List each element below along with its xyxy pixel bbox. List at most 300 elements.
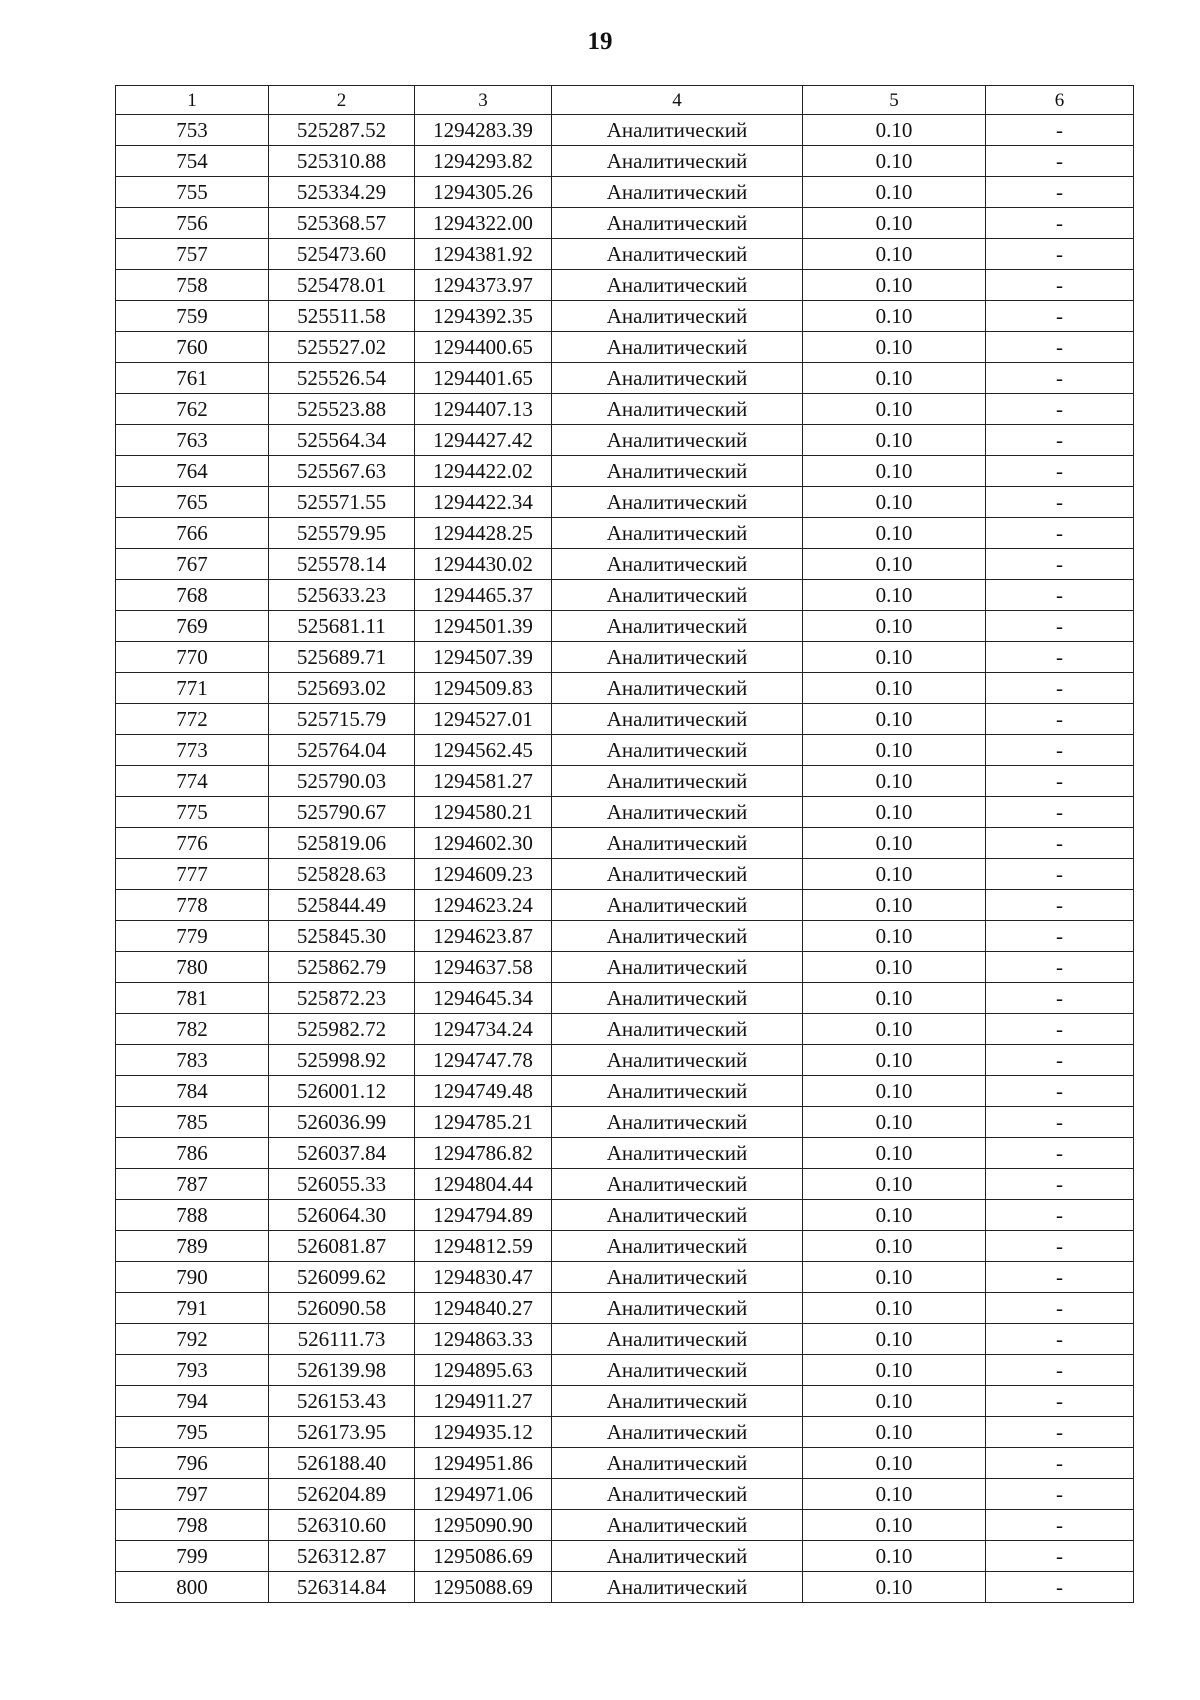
method-cell: Аналитический bbox=[552, 1572, 803, 1603]
table-row bbox=[116, 1014, 1134, 1045]
y-coordinate-cell: 1294293.82 bbox=[415, 146, 552, 177]
y-coordinate-cell: 1294786.82 bbox=[415, 1138, 552, 1169]
method-cell: Аналитический bbox=[552, 673, 803, 704]
table-row bbox=[116, 642, 1134, 673]
accuracy-cell: 0.10 bbox=[803, 1541, 986, 1572]
table-row bbox=[116, 580, 1134, 611]
x-coordinate-cell: 526111.73 bbox=[269, 1324, 415, 1355]
x-coordinate-cell: 526312.87 bbox=[269, 1541, 415, 1572]
method-cell: Аналитический bbox=[552, 1138, 803, 1169]
table-row bbox=[116, 828, 1134, 859]
point-number-cell: 756 bbox=[116, 208, 269, 239]
point-number-cell: 766 bbox=[116, 518, 269, 549]
method-cell: Аналитический bbox=[552, 115, 803, 146]
note-cell: - bbox=[986, 301, 1134, 332]
method-cell: Аналитический bbox=[552, 642, 803, 673]
point-number-cell: 757 bbox=[116, 239, 269, 270]
note-cell: - bbox=[986, 363, 1134, 394]
point-number-cell: 771 bbox=[116, 673, 269, 704]
x-coordinate-cell: 525567.63 bbox=[269, 456, 415, 487]
x-coordinate-cell: 525689.71 bbox=[269, 642, 415, 673]
x-coordinate-cell: 526188.40 bbox=[269, 1448, 415, 1479]
point-number-cell: 755 bbox=[116, 177, 269, 208]
note-cell: - bbox=[986, 1572, 1134, 1603]
accuracy-cell: 0.10 bbox=[803, 1014, 986, 1045]
accuracy-cell: 0.10 bbox=[803, 1572, 986, 1603]
accuracy-cell: 0.10 bbox=[803, 1479, 986, 1510]
point-number-cell: 799 bbox=[116, 1541, 269, 1572]
method-cell: Аналитический bbox=[552, 1479, 803, 1510]
table-row bbox=[116, 1045, 1134, 1076]
table-row bbox=[116, 518, 1134, 549]
note-cell: - bbox=[986, 921, 1134, 952]
accuracy-cell: 0.10 bbox=[803, 1355, 986, 1386]
point-number-cell: 779 bbox=[116, 921, 269, 952]
x-coordinate-cell: 525982.72 bbox=[269, 1014, 415, 1045]
accuracy-cell: 0.10 bbox=[803, 642, 986, 673]
table-row bbox=[116, 704, 1134, 735]
table-row bbox=[116, 487, 1134, 518]
note-cell: - bbox=[986, 797, 1134, 828]
accuracy-cell: 0.10 bbox=[803, 549, 986, 580]
x-coordinate-cell: 526204.89 bbox=[269, 1479, 415, 1510]
point-number-cell: 786 bbox=[116, 1138, 269, 1169]
method-cell: Аналитический bbox=[552, 921, 803, 952]
accuracy-cell: 0.10 bbox=[803, 518, 986, 549]
method-cell: Аналитический bbox=[552, 208, 803, 239]
note-cell: - bbox=[986, 146, 1134, 177]
accuracy-cell: 0.10 bbox=[803, 394, 986, 425]
point-number-cell: 781 bbox=[116, 983, 269, 1014]
x-coordinate-cell: 525845.30 bbox=[269, 921, 415, 952]
table-row bbox=[116, 239, 1134, 270]
y-coordinate-cell: 1294507.39 bbox=[415, 642, 552, 673]
note-cell: - bbox=[986, 456, 1134, 487]
x-coordinate-cell: 526081.87 bbox=[269, 1231, 415, 1262]
y-coordinate-cell: 1294971.06 bbox=[415, 1479, 552, 1510]
point-number-cell: 769 bbox=[116, 611, 269, 642]
method-cell: Аналитический bbox=[552, 1448, 803, 1479]
x-coordinate-cell: 525862.79 bbox=[269, 952, 415, 983]
method-cell: Аналитический bbox=[552, 270, 803, 301]
point-number-cell: 760 bbox=[116, 332, 269, 363]
x-coordinate-cell: 526090.58 bbox=[269, 1293, 415, 1324]
x-coordinate-cell: 525633.23 bbox=[269, 580, 415, 611]
column-header-6: 6 bbox=[986, 86, 1134, 115]
y-coordinate-cell: 1294305.26 bbox=[415, 177, 552, 208]
x-coordinate-cell: 525681.11 bbox=[269, 611, 415, 642]
x-coordinate-cell: 526153.43 bbox=[269, 1386, 415, 1417]
table-row bbox=[116, 177, 1134, 208]
point-number-cell: 789 bbox=[116, 1231, 269, 1262]
point-number-cell: 764 bbox=[116, 456, 269, 487]
method-cell: Аналитический bbox=[552, 611, 803, 642]
y-coordinate-cell: 1294734.24 bbox=[415, 1014, 552, 1045]
point-number-cell: 797 bbox=[116, 1479, 269, 1510]
x-coordinate-cell: 526099.62 bbox=[269, 1262, 415, 1293]
point-number-cell: 774 bbox=[116, 766, 269, 797]
table-row bbox=[116, 797, 1134, 828]
note-cell: - bbox=[986, 580, 1134, 611]
method-cell: Аналитический bbox=[552, 580, 803, 611]
note-cell: - bbox=[986, 487, 1134, 518]
method-cell: Аналитический bbox=[552, 1014, 803, 1045]
table-row bbox=[116, 425, 1134, 456]
accuracy-cell: 0.10 bbox=[803, 177, 986, 208]
point-number-cell: 772 bbox=[116, 704, 269, 735]
accuracy-cell: 0.10 bbox=[803, 1045, 986, 1076]
note-cell: - bbox=[986, 549, 1134, 580]
note-cell: - bbox=[986, 1231, 1134, 1262]
accuracy-cell: 0.10 bbox=[803, 332, 986, 363]
table-row bbox=[116, 1417, 1134, 1448]
y-coordinate-cell: 1294645.34 bbox=[415, 983, 552, 1014]
method-cell: Аналитический bbox=[552, 1045, 803, 1076]
table-row bbox=[116, 1541, 1134, 1572]
point-number-cell: 759 bbox=[116, 301, 269, 332]
x-coordinate-cell: 526055.33 bbox=[269, 1169, 415, 1200]
accuracy-cell: 0.10 bbox=[803, 1386, 986, 1417]
table-row bbox=[116, 394, 1134, 425]
note-cell: - bbox=[986, 766, 1134, 797]
table-row bbox=[116, 890, 1134, 921]
method-cell: Аналитический bbox=[552, 704, 803, 735]
accuracy-cell: 0.10 bbox=[803, 487, 986, 518]
x-coordinate-cell: 525790.03 bbox=[269, 766, 415, 797]
note-cell: - bbox=[986, 1200, 1134, 1231]
table-row bbox=[116, 1107, 1134, 1138]
x-coordinate-cell: 526037.84 bbox=[269, 1138, 415, 1169]
point-number-cell: 753 bbox=[116, 115, 269, 146]
point-number-cell: 762 bbox=[116, 394, 269, 425]
method-cell: Аналитический bbox=[552, 1200, 803, 1231]
table-row bbox=[116, 1231, 1134, 1262]
y-coordinate-cell: 1294322.00 bbox=[415, 208, 552, 239]
y-coordinate-cell: 1294749.48 bbox=[415, 1076, 552, 1107]
accuracy-cell: 0.10 bbox=[803, 270, 986, 301]
method-cell: Аналитический bbox=[552, 797, 803, 828]
x-coordinate-cell: 526139.98 bbox=[269, 1355, 415, 1386]
method-cell: Аналитический bbox=[552, 1510, 803, 1541]
column-header-4: 4 bbox=[552, 86, 803, 115]
note-cell: - bbox=[986, 828, 1134, 859]
accuracy-cell: 0.10 bbox=[803, 1448, 986, 1479]
y-coordinate-cell: 1294747.78 bbox=[415, 1045, 552, 1076]
y-coordinate-cell: 1294427.42 bbox=[415, 425, 552, 456]
table-row bbox=[116, 1169, 1134, 1200]
note-cell: - bbox=[986, 983, 1134, 1014]
y-coordinate-cell: 1294804.44 bbox=[415, 1169, 552, 1200]
accuracy-cell: 0.10 bbox=[803, 1417, 986, 1448]
accuracy-cell: 0.10 bbox=[803, 1262, 986, 1293]
note-cell: - bbox=[986, 952, 1134, 983]
note-cell: - bbox=[986, 425, 1134, 456]
x-coordinate-cell: 525844.49 bbox=[269, 890, 415, 921]
y-coordinate-cell: 1294509.83 bbox=[415, 673, 552, 704]
note-cell: - bbox=[986, 208, 1134, 239]
accuracy-cell: 0.10 bbox=[803, 1107, 986, 1138]
accuracy-cell: 0.10 bbox=[803, 921, 986, 952]
method-cell: Аналитический bbox=[552, 1324, 803, 1355]
x-coordinate-cell: 525571.55 bbox=[269, 487, 415, 518]
y-coordinate-cell: 1295088.69 bbox=[415, 1572, 552, 1603]
y-coordinate-cell: 1294785.21 bbox=[415, 1107, 552, 1138]
accuracy-cell: 0.10 bbox=[803, 704, 986, 735]
table-row bbox=[116, 1386, 1134, 1417]
table-row bbox=[116, 270, 1134, 301]
point-number-cell: 785 bbox=[116, 1107, 269, 1138]
method-cell: Аналитический bbox=[552, 983, 803, 1014]
table-row bbox=[116, 1293, 1134, 1324]
x-coordinate-cell: 525819.06 bbox=[269, 828, 415, 859]
point-number-cell: 794 bbox=[116, 1386, 269, 1417]
method-cell: Аналитический bbox=[552, 1107, 803, 1138]
y-coordinate-cell: 1294430.02 bbox=[415, 549, 552, 580]
y-coordinate-cell: 1294381.92 bbox=[415, 239, 552, 270]
point-number-cell: 787 bbox=[116, 1169, 269, 1200]
y-coordinate-cell: 1294527.01 bbox=[415, 704, 552, 735]
x-coordinate-cell: 526173.95 bbox=[269, 1417, 415, 1448]
point-number-cell: 773 bbox=[116, 735, 269, 766]
y-coordinate-cell: 1294501.39 bbox=[415, 611, 552, 642]
y-coordinate-cell: 1294392.35 bbox=[415, 301, 552, 332]
point-number-cell: 765 bbox=[116, 487, 269, 518]
y-coordinate-cell: 1294895.63 bbox=[415, 1355, 552, 1386]
accuracy-cell: 0.10 bbox=[803, 425, 986, 456]
y-coordinate-cell: 1294407.13 bbox=[415, 394, 552, 425]
y-coordinate-cell: 1294373.97 bbox=[415, 270, 552, 301]
note-cell: - bbox=[986, 1076, 1134, 1107]
point-number-cell: 798 bbox=[116, 1510, 269, 1541]
x-coordinate-cell: 525368.57 bbox=[269, 208, 415, 239]
point-number-cell: 777 bbox=[116, 859, 269, 890]
x-coordinate-cell: 525523.88 bbox=[269, 394, 415, 425]
accuracy-cell: 0.10 bbox=[803, 301, 986, 332]
x-coordinate-cell: 525715.79 bbox=[269, 704, 415, 735]
table-row bbox=[116, 146, 1134, 177]
method-cell: Аналитический bbox=[552, 1417, 803, 1448]
accuracy-cell: 0.10 bbox=[803, 1169, 986, 1200]
accuracy-cell: 0.10 bbox=[803, 983, 986, 1014]
method-cell: Аналитический bbox=[552, 301, 803, 332]
table-row bbox=[116, 921, 1134, 952]
page-number: 19 bbox=[587, 28, 613, 55]
note-cell: - bbox=[986, 177, 1134, 208]
note-cell: - bbox=[986, 642, 1134, 673]
table-row bbox=[116, 1262, 1134, 1293]
note-cell: - bbox=[986, 1541, 1134, 1572]
column-header-3: 3 bbox=[415, 86, 552, 115]
table-row bbox=[116, 735, 1134, 766]
coordinates-table bbox=[115, 85, 1134, 1603]
accuracy-cell: 0.10 bbox=[803, 456, 986, 487]
point-number-cell: 791 bbox=[116, 1293, 269, 1324]
y-coordinate-cell: 1294812.59 bbox=[415, 1231, 552, 1262]
x-coordinate-cell: 525579.95 bbox=[269, 518, 415, 549]
y-coordinate-cell: 1294428.25 bbox=[415, 518, 552, 549]
accuracy-cell: 0.10 bbox=[803, 890, 986, 921]
accuracy-cell: 0.10 bbox=[803, 1510, 986, 1541]
accuracy-cell: 0.10 bbox=[803, 115, 986, 146]
method-cell: Аналитический bbox=[552, 859, 803, 890]
table-row bbox=[116, 208, 1134, 239]
y-coordinate-cell: 1294422.34 bbox=[415, 487, 552, 518]
method-cell: Аналитический bbox=[552, 1355, 803, 1386]
note-cell: - bbox=[986, 1262, 1134, 1293]
point-number-cell: 793 bbox=[116, 1355, 269, 1386]
note-cell: - bbox=[986, 1169, 1134, 1200]
note-cell: - bbox=[986, 115, 1134, 146]
point-number-cell: 796 bbox=[116, 1448, 269, 1479]
note-cell: - bbox=[986, 704, 1134, 735]
y-coordinate-cell: 1294283.39 bbox=[415, 115, 552, 146]
x-coordinate-cell: 526001.12 bbox=[269, 1076, 415, 1107]
point-number-cell: 800 bbox=[116, 1572, 269, 1603]
table-row bbox=[116, 1076, 1134, 1107]
y-coordinate-cell: 1294951.86 bbox=[415, 1448, 552, 1479]
x-coordinate-cell: 525473.60 bbox=[269, 239, 415, 270]
table-row bbox=[116, 1479, 1134, 1510]
header-row bbox=[116, 86, 1134, 115]
x-coordinate-cell: 525334.29 bbox=[269, 177, 415, 208]
accuracy-cell: 0.10 bbox=[803, 1138, 986, 1169]
accuracy-cell: 0.10 bbox=[803, 1076, 986, 1107]
x-coordinate-cell: 525828.63 bbox=[269, 859, 415, 890]
point-number-cell: 767 bbox=[116, 549, 269, 580]
y-coordinate-cell: 1294637.58 bbox=[415, 952, 552, 983]
table-row bbox=[116, 952, 1134, 983]
point-number-cell: 768 bbox=[116, 580, 269, 611]
x-coordinate-cell: 526064.30 bbox=[269, 1200, 415, 1231]
point-number-cell: 783 bbox=[116, 1045, 269, 1076]
y-coordinate-cell: 1294623.24 bbox=[415, 890, 552, 921]
note-cell: - bbox=[986, 1355, 1134, 1386]
note-cell: - bbox=[986, 270, 1134, 301]
y-coordinate-cell: 1294623.87 bbox=[415, 921, 552, 952]
y-coordinate-cell: 1294581.27 bbox=[415, 766, 552, 797]
method-cell: Аналитический bbox=[552, 1541, 803, 1572]
x-coordinate-cell: 525764.04 bbox=[269, 735, 415, 766]
accuracy-cell: 0.10 bbox=[803, 208, 986, 239]
y-coordinate-cell: 1294863.33 bbox=[415, 1324, 552, 1355]
x-coordinate-cell: 526314.84 bbox=[269, 1572, 415, 1603]
x-coordinate-cell: 525478.01 bbox=[269, 270, 415, 301]
method-cell: Аналитический bbox=[552, 1386, 803, 1417]
point-number-cell: 775 bbox=[116, 797, 269, 828]
table-row bbox=[116, 1200, 1134, 1231]
method-cell: Аналитический bbox=[552, 363, 803, 394]
note-cell: - bbox=[986, 1014, 1134, 1045]
method-cell: Аналитический bbox=[552, 1262, 803, 1293]
point-number-cell: 776 bbox=[116, 828, 269, 859]
point-number-cell: 790 bbox=[116, 1262, 269, 1293]
accuracy-cell: 0.10 bbox=[803, 735, 986, 766]
table-body bbox=[116, 115, 1134, 1603]
method-cell: Аналитический bbox=[552, 549, 803, 580]
method-cell: Аналитический bbox=[552, 1169, 803, 1200]
note-cell: - bbox=[986, 332, 1134, 363]
method-cell: Аналитический bbox=[552, 828, 803, 859]
point-number-cell: 770 bbox=[116, 642, 269, 673]
method-cell: Аналитический bbox=[552, 1076, 803, 1107]
y-coordinate-cell: 1294422.02 bbox=[415, 456, 552, 487]
y-coordinate-cell: 1294400.65 bbox=[415, 332, 552, 363]
accuracy-cell: 0.10 bbox=[803, 859, 986, 890]
point-number-cell: 754 bbox=[116, 146, 269, 177]
note-cell: - bbox=[986, 1386, 1134, 1417]
y-coordinate-cell: 1294401.65 bbox=[415, 363, 552, 394]
accuracy-cell: 0.10 bbox=[803, 1231, 986, 1262]
x-coordinate-cell: 525790.67 bbox=[269, 797, 415, 828]
method-cell: Аналитический bbox=[552, 394, 803, 425]
table-row bbox=[116, 301, 1134, 332]
note-cell: - bbox=[986, 394, 1134, 425]
point-number-cell: 788 bbox=[116, 1200, 269, 1231]
accuracy-cell: 0.10 bbox=[803, 611, 986, 642]
note-cell: - bbox=[986, 1138, 1134, 1169]
table-row bbox=[116, 1138, 1134, 1169]
x-coordinate-cell: 525310.88 bbox=[269, 146, 415, 177]
table-row bbox=[116, 1510, 1134, 1541]
y-coordinate-cell: 1295086.69 bbox=[415, 1541, 552, 1572]
note-cell: - bbox=[986, 1045, 1134, 1076]
table-row bbox=[116, 1448, 1134, 1479]
point-number-cell: 782 bbox=[116, 1014, 269, 1045]
y-coordinate-cell: 1294794.89 bbox=[415, 1200, 552, 1231]
accuracy-cell: 0.10 bbox=[803, 766, 986, 797]
table-row bbox=[116, 1355, 1134, 1386]
accuracy-cell: 0.10 bbox=[803, 363, 986, 394]
x-coordinate-cell: 525693.02 bbox=[269, 673, 415, 704]
note-cell: - bbox=[986, 1479, 1134, 1510]
method-cell: Аналитический bbox=[552, 952, 803, 983]
method-cell: Аналитический bbox=[552, 456, 803, 487]
method-cell: Аналитический bbox=[552, 1293, 803, 1324]
method-cell: Аналитический bbox=[552, 332, 803, 363]
x-coordinate-cell: 526036.99 bbox=[269, 1107, 415, 1138]
method-cell: Аналитический bbox=[552, 518, 803, 549]
note-cell: - bbox=[986, 518, 1134, 549]
x-coordinate-cell: 526310.60 bbox=[269, 1510, 415, 1541]
accuracy-cell: 0.10 bbox=[803, 1200, 986, 1231]
point-number-cell: 763 bbox=[116, 425, 269, 456]
note-cell: - bbox=[986, 673, 1134, 704]
x-coordinate-cell: 525287.52 bbox=[269, 115, 415, 146]
x-coordinate-cell: 525511.58 bbox=[269, 301, 415, 332]
table-header bbox=[116, 86, 1134, 115]
point-number-cell: 758 bbox=[116, 270, 269, 301]
method-cell: Аналитический bbox=[552, 890, 803, 921]
note-cell: - bbox=[986, 1448, 1134, 1479]
note-cell: - bbox=[986, 735, 1134, 766]
method-cell: Аналитический bbox=[552, 1231, 803, 1262]
table-row bbox=[116, 332, 1134, 363]
y-coordinate-cell: 1294609.23 bbox=[415, 859, 552, 890]
point-number-cell: 778 bbox=[116, 890, 269, 921]
accuracy-cell: 0.10 bbox=[803, 1293, 986, 1324]
accuracy-cell: 0.10 bbox=[803, 797, 986, 828]
method-cell: Аналитический bbox=[552, 766, 803, 797]
table-row bbox=[116, 1572, 1134, 1603]
method-cell: Аналитический bbox=[552, 239, 803, 270]
accuracy-cell: 0.10 bbox=[803, 239, 986, 270]
method-cell: Аналитический bbox=[552, 177, 803, 208]
x-coordinate-cell: 525564.34 bbox=[269, 425, 415, 456]
method-cell: Аналитический bbox=[552, 425, 803, 456]
table-row bbox=[116, 549, 1134, 580]
table-row bbox=[116, 115, 1134, 146]
table-row bbox=[116, 859, 1134, 890]
